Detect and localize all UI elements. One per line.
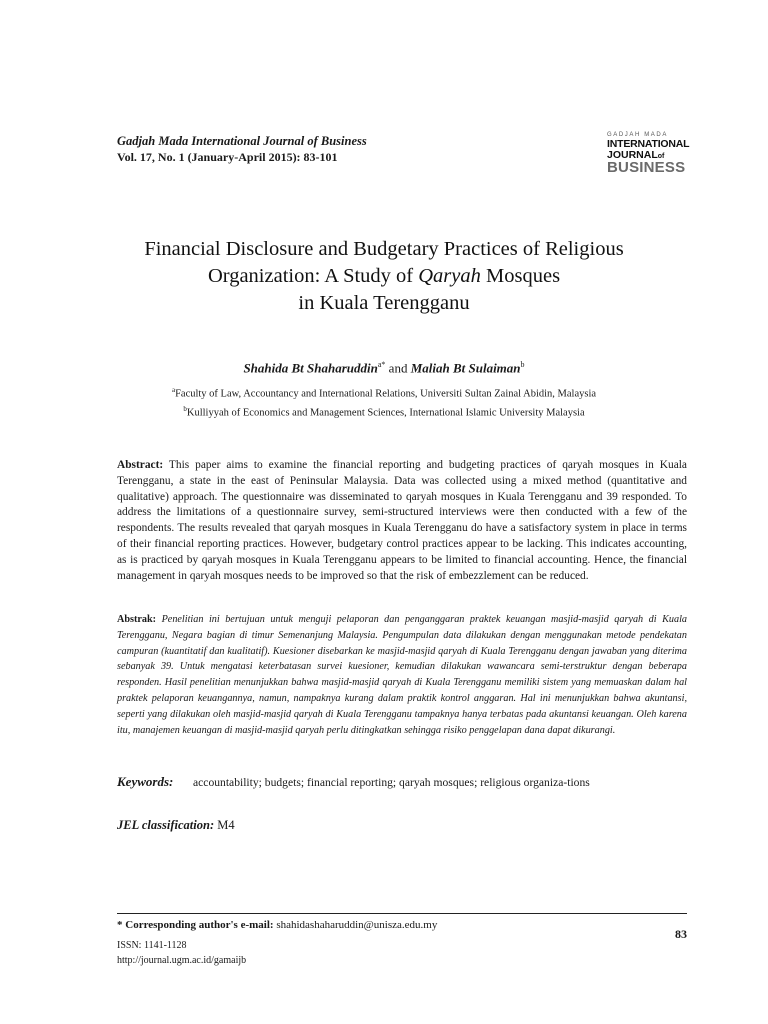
corresponding-label: * Corresponding author's e-mail: <box>117 919 274 931</box>
title-line-2 <box>100 263 668 290</box>
abstract-label: Abstract: <box>117 459 164 471</box>
affiliation-b <box>100 405 668 419</box>
abstract-text: This paper aims to examine the financial reporting and budgeting practices of qaryah mosques in Kuala Terengganu, a state in the east of Peninsular Malaysia. Data was collected using a mixed method (quantitative and qualitative) approach. The questionnaire was disseminated to qaryah mosques in Kuala Terengganu and 39 responded. To address the limitations of a questionnaire survey, semi-structured interviews were then conducted with a few of the respondents. The results revealed that qaryah mosques in Kuala Terengganu do have a satisfactory system in place in terms of their financial reporting practices. However, budgetary control practices appear to be lacking. This indicates accounting, as is practiced by qaryah mosques in Kuala Terengganu appears to be limited to financial accounting. Hence, the financial management in qaryah mosques needs to be improved so that the risk of embezzlement can be reduced. <box>117 459 687 582</box>
corresponding-email[interactable]: shahidashaharuddin@unisza.edu.my <box>273 919 438 931</box>
keywords-text: accountability; budgets; financial reporting; qaryah mosques; religious organiza-tions <box>193 776 590 789</box>
author-1-mark: a* <box>377 360 386 369</box>
affiliation-b-text: Kulliyyah of Economics and Management Sciences, International Islamic University Malaysia <box>186 407 585 419</box>
abstrak-text: Penelitian ini bertujuan untuk menguji pelaporan dan penganggaran praktek keuangan masjid-masjid qaryah di Kuala Terengganu, Negara bagian di timur Semenanjung Malaysia. Pengumpulan data dilakukan dengan menggunakan metode pendekatan campuran (kuantitatif dan kualitatif). Kuesioner disebarkan ke masjid-masjid qaryah di Kuala Terengganu dengan jawaban yang diterima sebanyak 39. Untuk mengatasi keterbatasan survei kuesioner, kemudian dilakukan wawancara semi-terstruktur dengan beberapa responden. Hasil penelitian menunjukkan bahwa masjid-masjid qaryah di Kuala Terengganu memiliki sistem yang memuaskan dalam hal praktek pelaporan keuangannya, namun, nampaknya kurang dalam praktik kontrol anggaran. Hal ini menunjukkan bahwa akuntansi, seperti yang dilakukan oleh masjid-masjid qaryah di Kuala Terengganu tampaknya hanya terbatas pada akuntansi keuangan. Oleh karena itu, manajemen keuangan di masjid-masjid qaryah perlu ditingkatkan sehingga risiko penggelapan dana dapat dikurangi. <box>117 614 687 736</box>
logo-line-2: INTERNATIONAL <box>607 138 690 150</box>
title-line-2-pre: Organization: A Study of <box>207 265 419 287</box>
author-2-mark: b <box>520 360 525 369</box>
affiliation-a-text: Faculty of Law, Accountancy and International Relations, Universiti Sultan Zainal Abidin, Malaysia <box>175 388 597 400</box>
author-conjunction: and <box>385 360 411 376</box>
authors <box>100 360 668 376</box>
author-2: Maliah Bt Sulaiman <box>410 360 521 376</box>
affiliation-b-mark: b <box>183 405 187 413</box>
affiliation-a-mark: a <box>171 386 176 394</box>
logo-line-4: BUSINESS <box>607 159 686 176</box>
abstract-english <box>117 458 687 584</box>
jel-value: M4 <box>214 818 235 832</box>
journal-name: Gadjah Mada International Journal of Business <box>117 134 367 148</box>
footer-divider <box>117 913 687 914</box>
issn: ISSN: 1141-1128 <box>117 940 187 951</box>
journal-url[interactable]: http://journal.ugm.ac.id/gamaijb <box>117 955 247 966</box>
abstract-indonesian <box>117 612 687 738</box>
abstrak-label: Abstrak: <box>117 614 157 625</box>
affiliation-a <box>100 386 668 400</box>
title-line-2-em: Qaryah <box>418 265 481 287</box>
page-number: 83 <box>675 927 687 941</box>
logo-of-word: of <box>657 152 665 160</box>
title-line-2-post: Mosques <box>480 265 561 287</box>
journal-info <box>117 133 367 165</box>
jel-label: JEL classification: <box>117 818 215 832</box>
corresponding-author <box>117 919 437 931</box>
title-line-1: Financial Disclosure and Budgetary Practices of Religious <box>144 238 624 260</box>
author-1: Shahida Bt Shaharuddin <box>243 360 378 376</box>
title-line-3: in Kuala Terengganu <box>298 292 470 314</box>
paper-title <box>100 236 668 317</box>
journal-volume: Vol. 17, No. 1 (January-April 2015): 83-101 <box>117 150 338 164</box>
keywords-label: Keywords: <box>117 774 174 789</box>
logo-line-1: GADJAH MADA <box>607 132 668 138</box>
jel-classification <box>117 818 235 833</box>
logo-journal-word: JOURNAL <box>607 148 658 161</box>
journal-logo <box>607 132 690 176</box>
